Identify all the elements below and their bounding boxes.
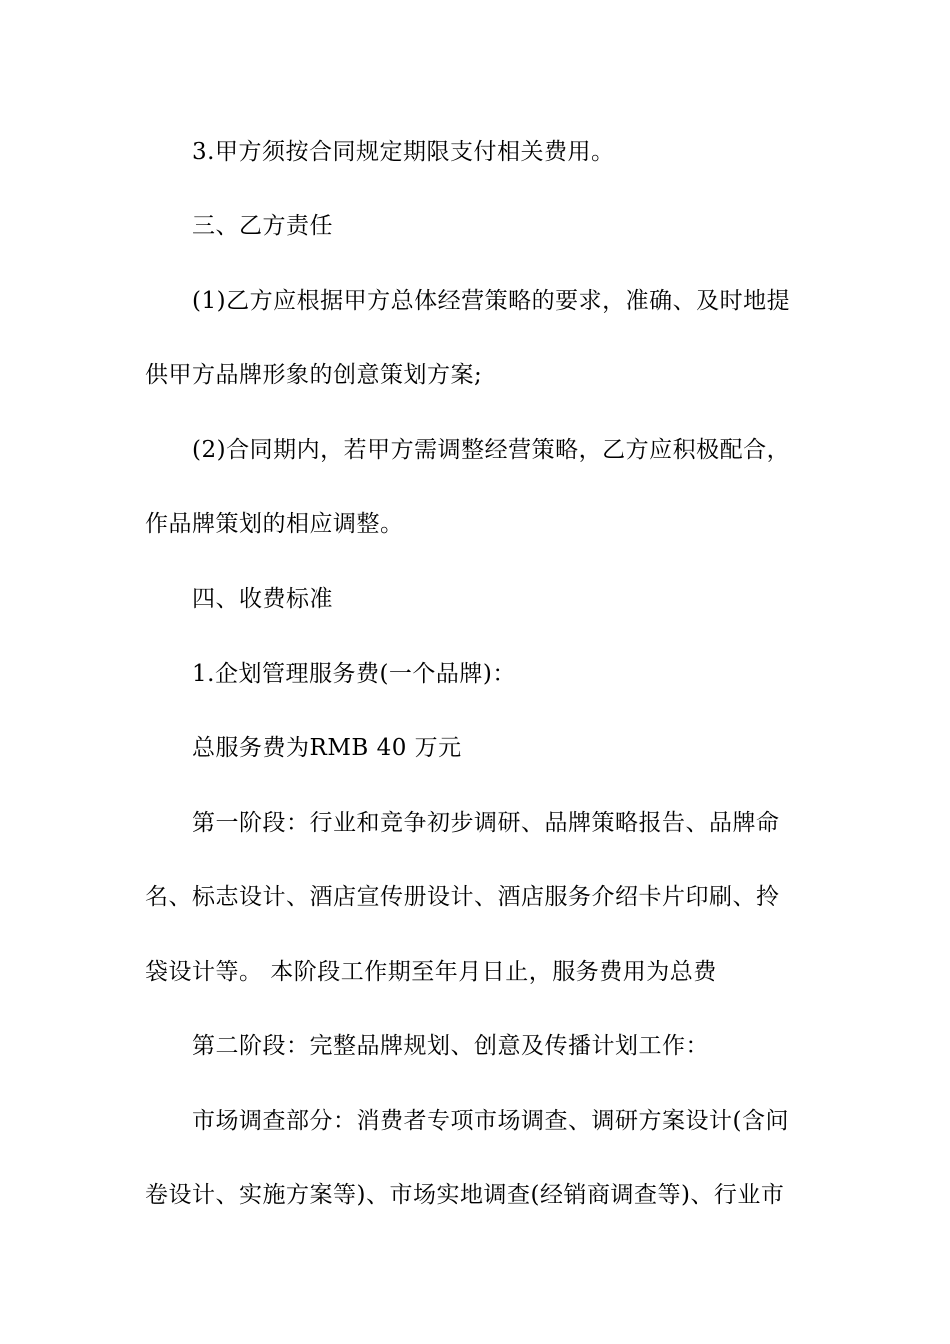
- duty-1-line-1: (1)乙方应根据甲方总体经营策略的要求，准确、及时地提: [192, 288, 791, 314]
- duty-2-line-2: 作品牌策划的相应调整。: [145, 511, 404, 537]
- phase-1-line-1: 第一阶段：行业和竞争初步调研、品牌策略报告、品牌命: [192, 810, 780, 836]
- duty-2-line-1: (2)合同期内，若甲方需调整经营策略，乙方应积极配合，: [192, 437, 791, 463]
- duty-1-line-2: 供甲方品牌形象的创意策划方案;: [145, 362, 483, 388]
- market-research-line-1: 市场调查部分：消费者专项市场调查、调研方案设计(含问: [192, 1108, 789, 1134]
- fee-item-1: 1.企划管理服务费(一个品牌)：: [192, 661, 516, 687]
- clause-3-payment: 3.甲方须按合同规定期限支付相关费用。: [192, 139, 615, 165]
- section-heading-party-b-duties: 三、乙方责任: [192, 213, 333, 239]
- section-heading-fee-standard: 四、收费标准: [192, 586, 333, 612]
- total-fee-line: 总服务费为RMB 40 万元: [192, 735, 462, 761]
- phase-1-line-3: 袋设计等。 本阶段工作期至年月日止，服务费用为总费: [145, 959, 717, 985]
- phase-2-line-1: 第二阶段：完整品牌规划、创意及传播计划工作：: [192, 1033, 709, 1059]
- market-research-line-2: 卷设计、实施方案等)、市场实地调查(经销商调查等)、行业市: [145, 1182, 785, 1208]
- phase-1-line-2: 名、标志设计、酒店宣传册设计、酒店服务介绍卡片印刷、拎: [145, 884, 780, 910]
